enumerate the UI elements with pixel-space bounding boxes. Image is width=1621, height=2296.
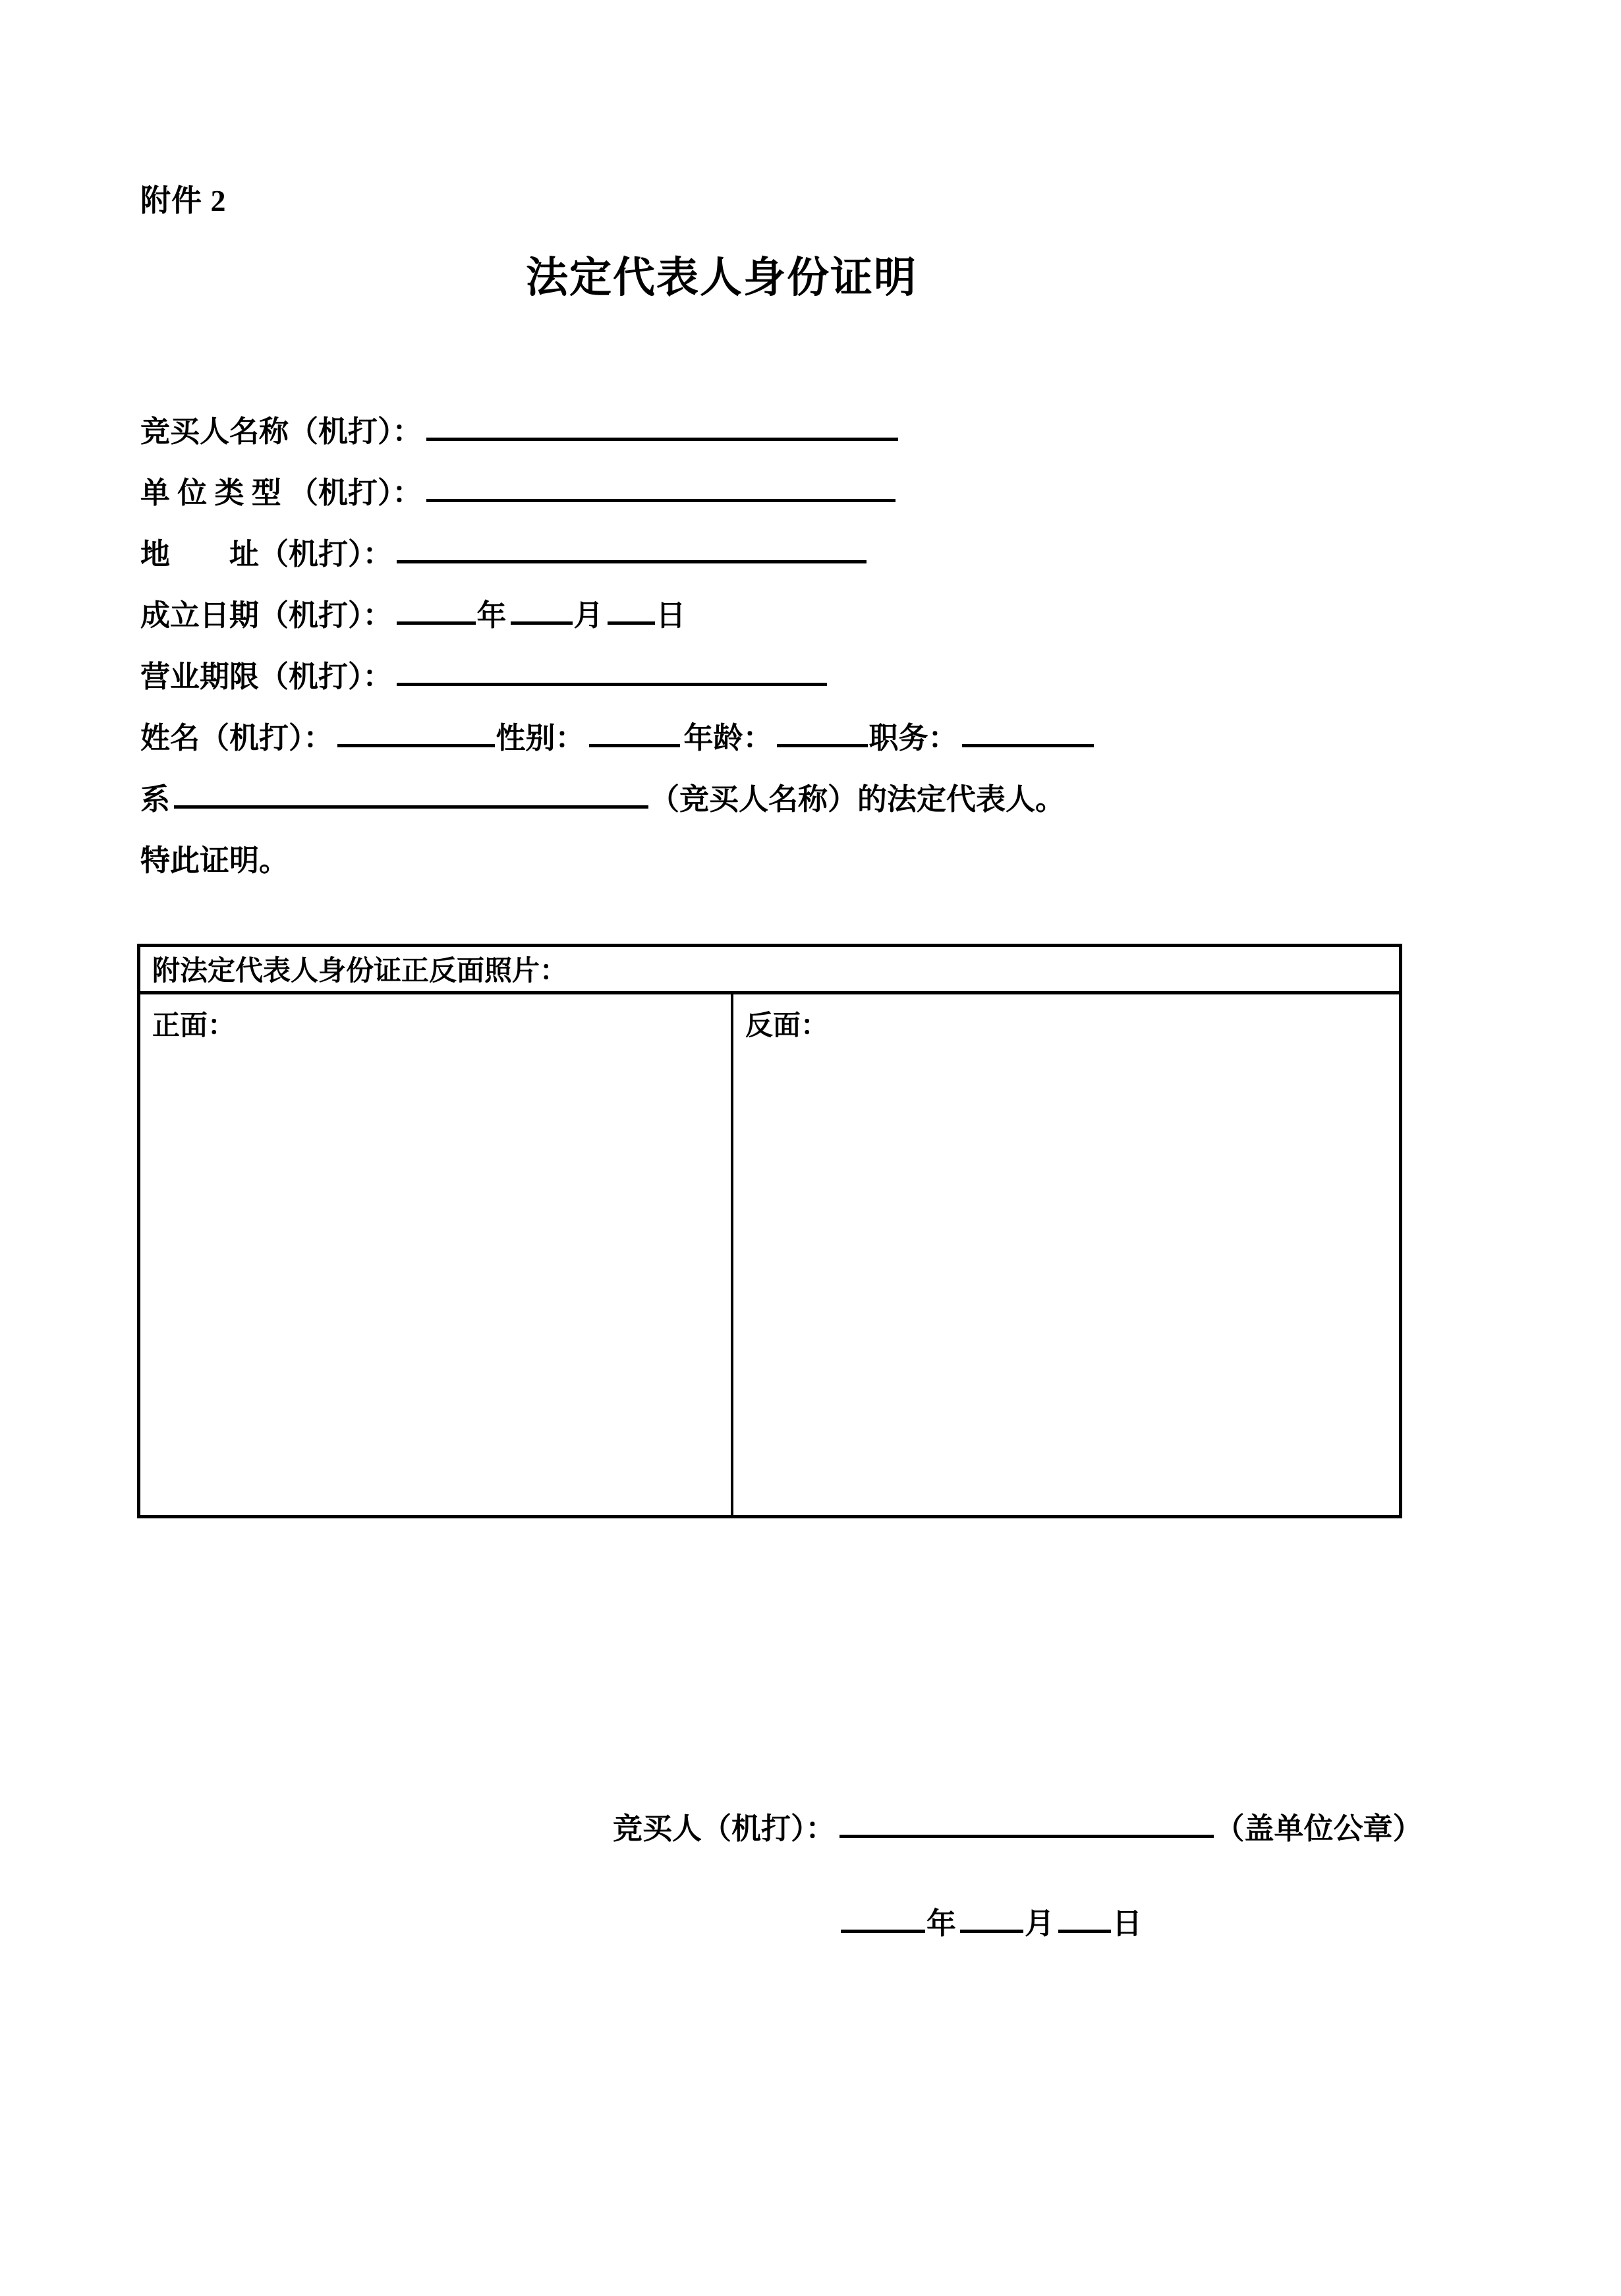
field-row-found-date [140, 591, 1458, 652]
bidder-name-blank[interactable] [426, 407, 898, 441]
business-term-blank[interactable] [397, 652, 827, 686]
found-date-year-blank[interactable] [397, 591, 476, 625]
person-name-blank[interactable] [337, 714, 495, 747]
address-label: 地 址（机打）： [140, 538, 393, 571]
field-row-unit-type [140, 469, 1458, 530]
field-row-person [140, 714, 1458, 775]
relation-blank[interactable] [174, 775, 648, 809]
field-row-business-term [140, 652, 1458, 714]
found-date-month-unit: 月 [573, 599, 604, 632]
field-row-bidder-name [140, 407, 1458, 469]
found-date-day-blank[interactable] [608, 591, 655, 625]
field-row-certify [140, 836, 1458, 898]
certify-text: 特此证明。 [140, 844, 289, 877]
form-fields [140, 407, 1458, 898]
gender-label: 性别： [496, 722, 585, 755]
company-seal-note: （盖单位公章） [1214, 1812, 1423, 1845]
signature-month-unit: 月 [1025, 1907, 1055, 1940]
gender-blank[interactable] [589, 714, 680, 747]
page-title: 法定代表人身份证明 [526, 254, 917, 301]
signature-day-blank[interactable] [1058, 1899, 1111, 1933]
signature-block [613, 1804, 1469, 1963]
signature-year-blank[interactable] [841, 1899, 925, 1933]
unit-type-blank[interactable] [426, 469, 896, 502]
field-row-address [140, 530, 1458, 591]
id-photo-table-header: 附法定代表人身份证正反面照片： [140, 947, 1399, 994]
signature-bidder-blank[interactable] [839, 1804, 1214, 1838]
position-blank[interactable] [962, 714, 1094, 747]
unit-type-label: 单 位 类 型 （机打）： [140, 476, 422, 509]
found-date-day-unit: 日 [656, 599, 686, 632]
person-name-label: 姓名（机打）： [140, 722, 333, 755]
id-photo-back-label: 反面： [745, 1011, 829, 1041]
id-photo-front-label: 正面： [152, 1011, 236, 1041]
id-photo-back-cell[interactable] [733, 994, 1399, 1515]
relation-suffix-label: （竞买人名称）的法定代表人。 [650, 783, 1066, 816]
address-blank[interactable] [397, 530, 867, 563]
signature-bidder-row [613, 1804, 1469, 1868]
signature-bidder-label: 竞买人（机打）： [613, 1812, 836, 1845]
signature-day-unit: 日 [1112, 1907, 1143, 1940]
signature-year-unit: 年 [926, 1907, 957, 1940]
found-date-month-blank[interactable] [511, 591, 573, 625]
id-photo-table [137, 944, 1402, 1518]
signature-month-blank[interactable] [960, 1899, 1023, 1933]
id-photo-front-cell[interactable] [140, 994, 733, 1515]
found-date-year-unit: 年 [476, 599, 507, 632]
position-label: 职务： [868, 722, 958, 755]
found-date-label: 成立日期（机打）： [140, 599, 393, 632]
attachment-label: 附件 2 [140, 184, 227, 217]
relation-prefix-label: 系 [140, 783, 171, 816]
id-photo-table-row [140, 994, 1399, 1515]
business-term-label: 营业期限（机打）： [140, 660, 393, 693]
age-blank[interactable] [777, 714, 868, 747]
bidder-name-label: 竞买人名称（机打）： [140, 415, 422, 448]
field-row-relation [140, 775, 1458, 836]
age-label: 年龄： [683, 722, 773, 755]
signature-date-row [613, 1899, 1469, 1963]
